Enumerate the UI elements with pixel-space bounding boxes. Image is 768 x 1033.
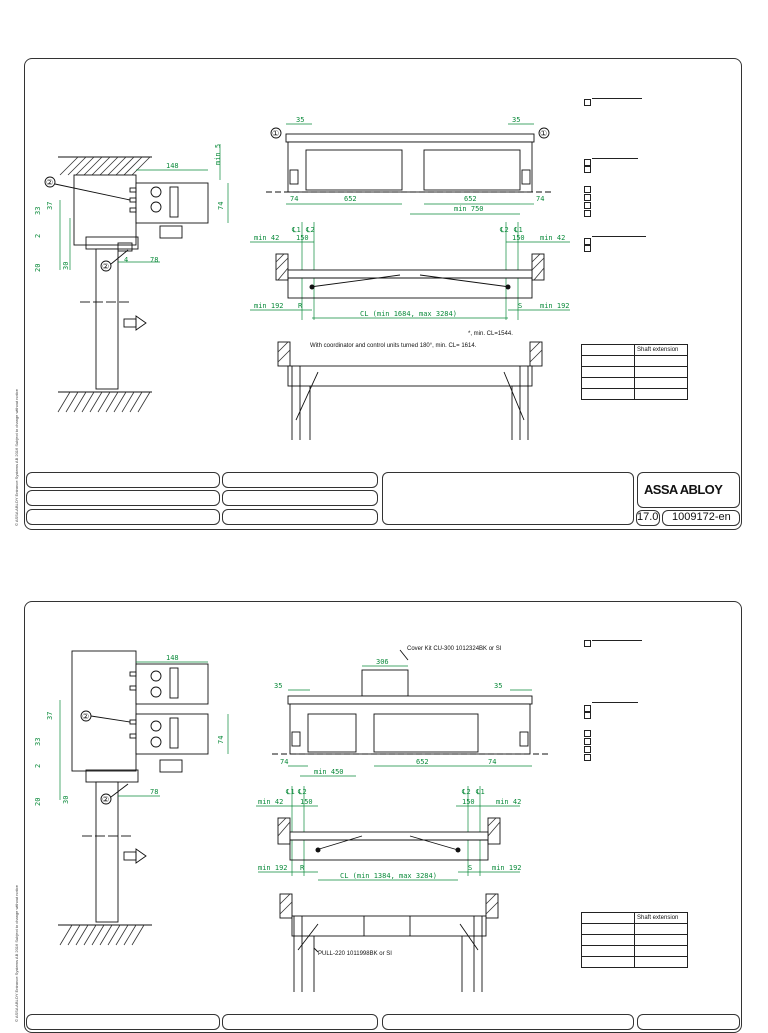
elevation-view-2 <box>280 894 498 992</box>
callout-2-b: ② <box>102 795 110 804</box>
legend-box <box>584 166 591 173</box>
dim-S: S <box>468 864 473 872</box>
shaft-extension-header: Shaft extension <box>635 913 688 924</box>
dim-min450: min 450 <box>314 768 344 776</box>
dim-652-right: 652 <box>464 195 477 203</box>
note-turned-180: With coordinator and control units turned 180°, min. CL= 1614. <box>310 343 477 349</box>
dim-150-left: 150 <box>300 798 313 806</box>
dim-78: 78 <box>150 256 159 264</box>
dim-R: R <box>300 864 305 872</box>
legend-rule <box>592 702 638 703</box>
title-block-cell <box>382 472 634 525</box>
dim-74-left: 74 <box>280 758 289 766</box>
callout-1-right: ① <box>540 129 548 138</box>
dim-652: 652 <box>416 758 429 766</box>
dim-4: 4 <box>124 256 129 264</box>
dim-37: 37 <box>46 201 54 210</box>
top-view-1 <box>266 116 554 214</box>
legend-box <box>584 159 591 166</box>
dim-R: R <box>298 302 303 310</box>
dim-30: 30 <box>62 261 70 270</box>
dim-150-right: 150 <box>512 234 525 242</box>
dim-33: 33 <box>34 206 42 215</box>
legend-box <box>584 746 591 753</box>
title-block-cell <box>222 490 378 506</box>
legend-rule <box>592 158 638 159</box>
plan-view-2 <box>256 786 522 880</box>
cl2-a: ℄2 <box>298 788 307 796</box>
shaft-extension-table-1 <box>581 344 688 400</box>
dim-S: S <box>518 302 523 310</box>
dim-35-left: 35 <box>274 682 283 690</box>
cl1-b: ℄1 <box>476 788 485 796</box>
legend-box <box>584 245 591 252</box>
dim-CL: CL (min 1684, max 3284) <box>360 310 457 318</box>
dim-20: 20 <box>34 263 42 272</box>
dim-CL: CL (min 1384, max 3284) <box>340 872 437 880</box>
legend-box <box>584 754 591 761</box>
copyright-text-2: © ASSA ABLOY Entrance Systems AB 2016 Subject to change without notice <box>14 885 19 1022</box>
dim-min42-left: min 42 <box>258 798 284 806</box>
legend-box <box>584 186 591 193</box>
callout-2-b: ② <box>102 262 110 271</box>
cl1-a: ℄1 <box>286 788 295 796</box>
title-block-cell <box>222 509 378 525</box>
legend-rule <box>592 236 646 237</box>
dim-33: 33 <box>34 737 42 746</box>
callout-2-a: ② <box>46 178 54 187</box>
title-block-cell <box>26 509 220 525</box>
document-number: 1009172-en <box>672 511 731 523</box>
dim-min5: min 5 <box>214 143 222 165</box>
side-section-view-2 <box>34 651 228 945</box>
callout-1-left: ① <box>272 129 280 138</box>
copyright-text-1: © ASSA ABLOY Entrance Systems AB 2016 Subject to change without notice <box>14 389 19 526</box>
title-block-cell <box>222 472 378 488</box>
shaft-extension-header: Shaft extension <box>635 345 688 356</box>
legend-box <box>584 738 591 745</box>
assa-abloy-logo: ASSA ABLOY <box>644 482 723 497</box>
dim-74-right: 74 <box>488 758 497 766</box>
dim-74-left: 74 <box>290 195 299 203</box>
legend-box <box>584 194 591 201</box>
dim-min42-left: min 42 <box>254 234 280 242</box>
pull-arm-label: PULL-220 1011998BK or SI <box>318 951 392 957</box>
cl2-b: ℄2 <box>462 788 471 796</box>
dim-min42-right: min 42 <box>496 798 522 806</box>
legend-box <box>584 210 591 217</box>
title-block-cell <box>26 490 220 506</box>
shaft-extension-table-2 <box>581 912 688 968</box>
cl1-a: ℄1 <box>292 226 301 234</box>
legend-box <box>584 640 591 647</box>
dim-74: 74 <box>217 735 225 744</box>
dim-30: 30 <box>62 795 70 804</box>
legend-rule <box>592 98 642 99</box>
dim-min192-left: min 192 <box>258 864 288 872</box>
dim-78: 78 <box>150 788 159 796</box>
cl1-b: ℄1 <box>514 226 523 234</box>
dim-min192-right: min 192 <box>492 864 522 872</box>
title-block-cell <box>26 472 220 488</box>
legend-box <box>584 202 591 209</box>
logo-cell <box>637 1014 740 1030</box>
dim-min192-right: min 192 <box>540 302 570 310</box>
elevation-view-1 <box>278 342 542 440</box>
dim-148: 148 <box>166 162 179 170</box>
dim-652-left: 652 <box>344 195 357 203</box>
legend-rule <box>592 640 642 641</box>
side-section-view-1 <box>34 144 228 412</box>
dim-306: 306 <box>376 658 389 666</box>
dim-2: 2 <box>34 233 42 238</box>
dim-min750: min 750 <box>454 205 484 213</box>
dim-35-right: 35 <box>494 682 503 690</box>
note-min-cl: *, min. CL=1544. <box>468 331 513 337</box>
legend-box <box>584 705 591 712</box>
cl2-a: ℄2 <box>306 226 315 234</box>
legend-box <box>584 238 591 245</box>
callout-2-a: ② <box>82 712 90 721</box>
revision-number: 17.0 <box>637 511 659 523</box>
title-block-cell <box>382 1014 634 1030</box>
title-block-cell <box>26 1014 220 1030</box>
dim-37: 37 <box>46 711 54 720</box>
dim-74-right: 74 <box>536 195 545 203</box>
dim-20: 20 <box>34 797 42 806</box>
legend-box <box>584 730 591 737</box>
dim-min42-right: min 42 <box>540 234 566 242</box>
cover-kit-label: Cover Kit CU-300 1012324BK or SI <box>407 646 502 652</box>
dim-35-right: 35 <box>512 116 521 124</box>
title-block-cell <box>222 1014 378 1030</box>
legend-box <box>584 99 591 106</box>
legend-box <box>584 712 591 719</box>
dim-35-left: 35 <box>296 116 305 124</box>
dim-148: 148 <box>166 654 179 662</box>
dim-2: 2 <box>34 763 42 768</box>
dim-150-right: 150 <box>462 798 475 806</box>
top-view-2 <box>272 646 548 776</box>
cl2-b: ℄2 <box>500 226 509 234</box>
dim-min192-left: min 192 <box>254 302 284 310</box>
plan-view-1 <box>250 222 570 320</box>
dim-150-left: 150 <box>296 234 309 242</box>
dim-74: 74 <box>217 201 225 210</box>
